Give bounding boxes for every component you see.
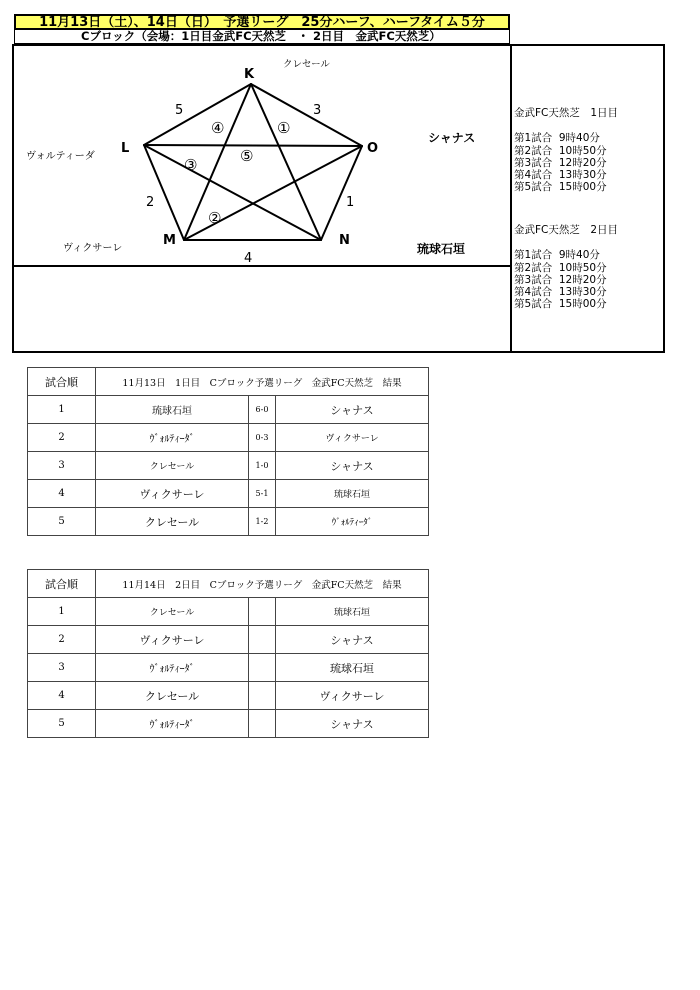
match-no: 2 — [28, 626, 96, 654]
side-label-mn: 4 — [244, 251, 253, 266]
page-title: 11月13日（土）、14日（日） 予選リーグ 25分ハーフ、ハーフタイム５分 — [14, 14, 510, 30]
home-team: クレセール — [96, 452, 249, 480]
schedule-slot: 第1試合 9時40分 — [514, 132, 600, 145]
score: 1-0 — [249, 452, 276, 480]
side-label-kl: 5 — [175, 103, 184, 118]
edge-l-o — [144, 145, 362, 146]
match-no: 1 — [28, 598, 96, 626]
team-label-n: 琉球石垣 — [417, 242, 466, 256]
match-no: 5 — [28, 508, 96, 536]
table-row — [28, 626, 429, 654]
frame-divider-vertical — [510, 44, 512, 353]
schedule-slot: 第3試合 12時20分 — [514, 273, 607, 286]
match-no: 1 — [28, 396, 96, 424]
away-team: ヴィクサーレ — [276, 682, 429, 710]
results-table-day-1 — [27, 367, 429, 536]
node-n: N — [339, 233, 350, 248]
table-header-row — [28, 368, 429, 396]
side-label-on: 1 — [346, 195, 355, 210]
score — [249, 682, 276, 710]
score — [249, 654, 276, 682]
schedule-slot: 第5試合 15時00分 — [514, 181, 607, 194]
edge-k-l — [144, 84, 251, 145]
away-team: シャナス — [276, 710, 429, 738]
page-subtitle: Cブロック（会場：1日目金武FC天然芝 ・ 2日目 金武FC天然芝） — [14, 29, 510, 44]
schedule-heading: 金武FC天然芝 1日目 — [514, 107, 619, 119]
table-row — [28, 682, 429, 710]
away-team: 琉球石垣 — [276, 480, 429, 508]
match-no: 3 — [28, 452, 96, 480]
away-team: シャナス — [276, 396, 429, 424]
home-team: ヴィクサーレ — [96, 626, 249, 654]
match-no: 5 — [28, 710, 96, 738]
away-team: 琉球石垣 — [276, 598, 429, 626]
schedule-day-1 — [514, 107, 618, 194]
side-label-ko: 3 — [313, 103, 322, 118]
table-row — [28, 710, 429, 738]
schedule-day-2 — [514, 224, 618, 311]
away-team: シャナス — [276, 452, 429, 480]
node-k: K — [244, 67, 255, 82]
home-team: 琉球石垣 — [96, 396, 249, 424]
schedule-slot: 第4試合 13時30分 — [514, 286, 607, 299]
table-row — [28, 654, 429, 682]
schedule-slot: 第2試合 10時50分 — [514, 144, 607, 157]
node-l: L — [121, 141, 130, 156]
edge-l-m — [144, 145, 184, 240]
away-team: シャナス — [276, 626, 429, 654]
table-header-label: 試合順 — [28, 570, 96, 598]
team-label-k: クレセール — [283, 59, 330, 70]
match-no: 4 — [28, 682, 96, 710]
match-number-2: ② — [208, 209, 222, 227]
home-team: クレセール — [96, 598, 249, 626]
schedule-slot: 第5試合 15時00分 — [514, 298, 607, 311]
table-header-title: 11月13日 1日目 Cブロック予選リーグ 金武FC天然芝 結果 — [96, 368, 429, 396]
edge-k-n — [251, 84, 321, 240]
score — [249, 710, 276, 738]
home-team: ｳﾞｫﾙﾃｨｰﾀﾞ — [96, 710, 249, 738]
schedule-slot: 第4試合 13時30分 — [514, 169, 607, 182]
match-number-5: ⑤ — [240, 147, 254, 165]
results-table-day-2 — [27, 569, 429, 738]
away-team: ヴィクサーレ — [276, 424, 429, 452]
match-no: 3 — [28, 654, 96, 682]
table-row — [28, 424, 429, 452]
table-header-label: 試合順 — [28, 368, 96, 396]
table-row — [28, 480, 429, 508]
schedule-heading: 金武FC天然芝 2日目 — [514, 224, 619, 236]
edge-o-n — [321, 146, 362, 240]
match-no: 4 — [28, 480, 96, 508]
table-header-title: 11月14日 2日目 Cブロック予選リーグ 金武FC天然芝 結果 — [96, 570, 429, 598]
team-label-l: ヴォルティーダ — [26, 151, 95, 162]
score — [249, 598, 276, 626]
home-team: ヴィクサーレ — [96, 480, 249, 508]
match-number-4: ④ — [211, 119, 225, 137]
score: 1-2 — [249, 508, 276, 536]
node-o: O — [367, 141, 379, 156]
match-no: 2 — [28, 424, 96, 452]
table-row — [28, 508, 429, 536]
team-label-m: ヴィクサーレ — [63, 243, 123, 254]
home-team: クレセール — [96, 682, 249, 710]
table-row — [28, 452, 429, 480]
away-team: ｳﾞｫﾙﾃｨｰﾀﾞ — [276, 508, 429, 536]
node-m: M — [163, 233, 176, 248]
schedule-slot: 第2試合 10時50分 — [514, 261, 607, 274]
match-number-3: ③ — [184, 156, 198, 174]
away-team: 琉球石垣 — [276, 654, 429, 682]
team-label-o: シャナス — [428, 131, 476, 145]
table-header-row — [28, 570, 429, 598]
home-team: クレセール — [96, 508, 249, 536]
score: 5-1 — [249, 480, 276, 508]
score: 0-3 — [249, 424, 276, 452]
schedule-slot: 第1試合 9時40分 — [514, 249, 600, 262]
table-row — [28, 598, 429, 626]
score: 6-0 — [249, 396, 276, 424]
schedule-slot: 第3試合 12時20分 — [514, 156, 607, 169]
table-row — [28, 396, 429, 424]
home-team: ｳﾞｫﾙﾃｨｰﾀﾞ — [96, 654, 249, 682]
edge-k-o — [251, 84, 362, 146]
match-number-1: ① — [277, 119, 291, 137]
edge-l-n — [144, 145, 321, 240]
score — [249, 626, 276, 654]
home-team: ｳﾞｫﾙﾃｨｰﾀﾞ — [96, 424, 249, 452]
side-label-lm: 2 — [146, 195, 155, 210]
